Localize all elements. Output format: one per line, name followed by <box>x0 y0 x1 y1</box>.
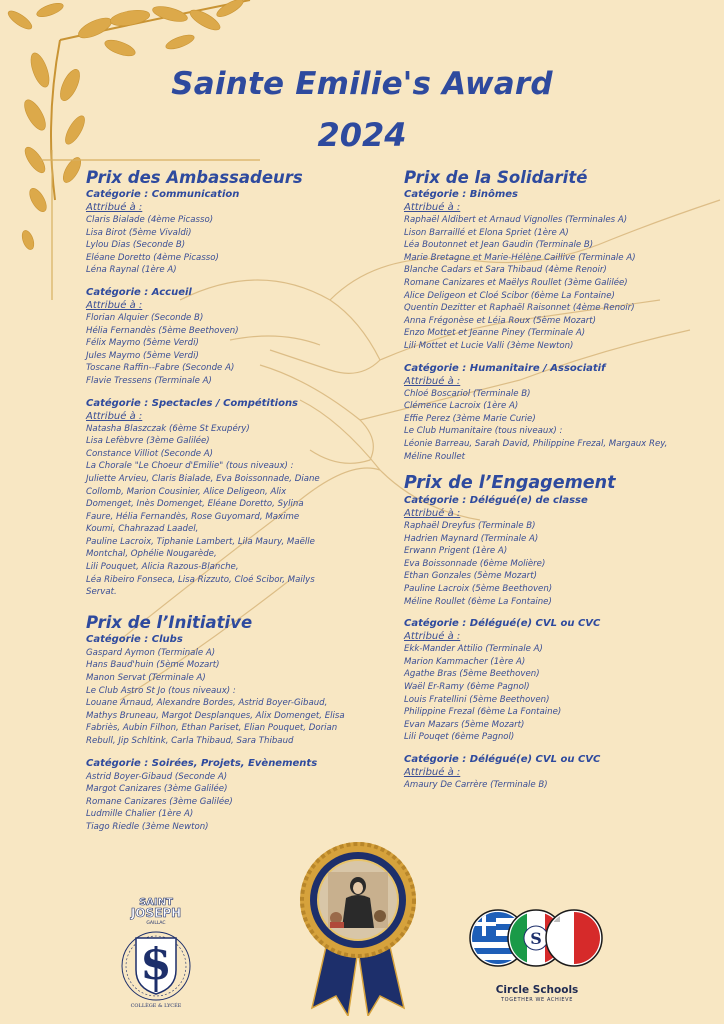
circle-schools-tagline: TOGETHER WE ACHIEVE <box>501 997 573 1003</box>
winner-line: Constance Villiot (Seconde A) <box>86 448 214 459</box>
winner-line: Chloé Boscariol (Terminale B) <box>404 388 531 399</box>
winner-line: Astrid Boyer-Gibaud (Seconde A) <box>86 771 228 782</box>
winner-line: Lili Pouqet (6ème Pagnol) <box>404 732 515 743</box>
winner-line: Lison Barraillé et Elona Spriet (1ère A) <box>404 227 569 238</box>
winner-line: Romane Canizares (3ème Galilée) <box>86 796 233 807</box>
winner-line: Ethan Gonzales (5ème Mozart) <box>404 571 537 582</box>
winner-line: Amaury De Carrère (Terminale B) <box>404 780 548 790</box>
category-title: Catégorie : Délégué(e) de classe <box>404 495 588 507</box>
winner-line: Lisa Lefèbvre (3ème Galilée) <box>86 436 210 447</box>
category-title: Catégorie : Soirées, Projets, Evènements <box>86 757 318 769</box>
category-title: Catégorie : Communication <box>86 189 240 200</box>
winner-line: Margot Canizares (3ème Galilée) <box>86 784 228 795</box>
winner-line: Alice Deligeon et Cloé Scibor (6ème La Fontaine) <box>404 290 615 301</box>
category-block <box>404 618 716 744</box>
category-title: Catégorie : Spectacles / Compétitions <box>86 397 299 409</box>
logo-text-ring: COLLÈGE & LYCÉE <box>130 1003 182 1009</box>
winner-line: Hans Baud'huin (5ème Mozart) <box>86 660 220 671</box>
winner-line: Ludmille Chalier (1ère A) <box>86 809 194 820</box>
winner-line: Natasha Blaszczak (6ème St Exupéry) <box>86 423 250 434</box>
winner-line: Méline Roullet (6ème La Fontaine) <box>404 596 552 607</box>
winner-line: Juliette Arvieu, Claris Bialade, Eva Boissonnade, Diane <box>86 473 320 484</box>
winner-line: Evan Mazars (5ème Mozart) <box>404 719 525 730</box>
winner-line: Louis Fratellini (5ème Beethoven) <box>404 694 550 705</box>
winner-line: Le Club Humanitaire (tous niveaux) : <box>404 426 563 437</box>
category-block <box>86 758 386 834</box>
logo-text-joseph: JOSEPH <box>130 906 182 920</box>
winner-line: Enzo Mottet et Jeanne Piney (Terminale A) <box>404 328 586 339</box>
category-block <box>86 287 386 388</box>
page-title: Sainte Emilie's Award <box>171 66 553 102</box>
category-block <box>404 495 716 608</box>
winner-line: Eléane Doretto (4ème Picasso) <box>86 252 219 263</box>
attributed-label: Attribué à : <box>404 202 461 213</box>
attributed-label: Attribué à : <box>86 202 143 213</box>
winner-line: Pauline Lacroix (5ème Beethoven) <box>404 584 553 595</box>
winner-line: Agathe Bras (5ème Beethoven) <box>404 669 540 680</box>
category-block <box>86 189 386 277</box>
winner-line: Manon Servat (Terminale A) <box>86 673 206 684</box>
malta-flag-circle <box>546 910 602 966</box>
winner-line: Anna Frégonèse et Léia Roux (5ème Mozart) <box>404 315 597 326</box>
winner-line: Léa Boutonnet et Jean Gaudin (Terminale B) <box>404 240 594 251</box>
logo-text-saint: SAINT <box>139 897 173 908</box>
category-title: Catégorie : Clubs <box>86 633 183 645</box>
winner-line: Félix Maymo (5ème Verdi) <box>86 338 199 349</box>
prize-title: Prix de l’Engagement <box>404 473 616 494</box>
winner-line: Raphaël Aldibert et Arnaud Vignolles (Terminales A) <box>404 215 628 225</box>
winner-line: Ekk-Mander Attilio (Terminale A) <box>404 644 543 655</box>
category-block <box>404 363 716 464</box>
category-title: Catégorie : Humanitaire / Associatif <box>404 362 606 374</box>
attributed-label: Attribué à : <box>404 508 461 520</box>
winner-line: Pauline Lacroix, Tiphanie Lambert, Lila Maury, Maëlle <box>86 536 315 547</box>
winner-line: Quentin Dezitter et Raphaël Raisonnet (4ème Renoir) <box>404 303 635 314</box>
attributed-label: Attribué à : <box>404 375 461 387</box>
winner-line: Méline Roullet <box>404 451 466 462</box>
winner-line: Hadrien Maynard (Terminale A) <box>404 533 539 544</box>
page-year: 2024 <box>317 116 407 154</box>
winner-line: Fabriès, Aubin Filhon, Ethan Pariset, Elian Pouquet, Dorian <box>86 723 338 734</box>
svg-text:S: S <box>141 942 171 989</box>
winner-line: Faure, Hélia Fernandès, Rose Guyomard, Maxime <box>86 511 300 522</box>
winner-line: Marion Kammacher (1ère A) <box>404 656 526 667</box>
winner-line: Collomb, Marion Cousinier, Alice Deligeon, Alix <box>86 486 287 497</box>
category-block <box>404 189 716 353</box>
winner-line: Le Club Astro St Jo (tous niveaux) : <box>86 685 236 696</box>
attributed-label: Attribué à : <box>86 299 143 311</box>
attributed-label: Attribué à : <box>404 631 461 643</box>
svg-text:S: S <box>530 929 542 948</box>
winner-line: Domenget, Inès Domenget, Eléane Doretto, Sylina <box>86 499 304 510</box>
winner-line: Philippine Frezal (6ème La Fontaine) <box>404 707 562 718</box>
prize-title: Prix de la Solidarité <box>404 168 588 187</box>
winner-line: Lisa Birot (5ème Vivaldi) <box>86 227 192 238</box>
category-block <box>404 754 716 792</box>
winner-line: Jules Maymo (5ème Verdi) <box>86 350 199 361</box>
saint-joseph-logo <box>108 894 204 1010</box>
logo-text-city: GAILLAC <box>146 921 166 926</box>
right-column <box>404 168 716 802</box>
winner-line: La Chorale "Le Choeur d'Emilie" (tous niveaux) : <box>86 461 294 472</box>
winner-line: Claris Bialade (4ème Picasso) <box>86 215 214 225</box>
prize-title: Prix de l’Initiative <box>86 612 253 632</box>
attributed-label: Attribué à : <box>86 410 143 422</box>
winner-line: Lili Pouquet, Alicia Razous-Blanche, <box>86 562 239 573</box>
winner-line: Léonie Barreau, Sarah David, Philippine Frezal, Margaux Rey, <box>404 438 668 449</box>
winner-line: Gaspard Aymon (Terminale A) <box>86 647 216 658</box>
winner-line: Clémence Lacroix (1ère A) <box>404 401 519 412</box>
category-title: Catégorie : Binômes <box>404 189 518 200</box>
winner-line: Eva Boissonnade (6ème Molière) <box>404 558 546 569</box>
winner-line: Tiago Riedle (3ème Newton) <box>86 821 209 832</box>
winner-line: Erwann Prigent (1ère A) <box>404 546 508 557</box>
left-column <box>86 168 386 844</box>
winner-line: Rebull, Jip Schltink, Carla Thibaud, Sara Thibaud <box>86 736 294 746</box>
winner-line: Marie Bretagne et Marie-Hélène Caillive (Terminale A) <box>404 252 636 263</box>
category-block <box>86 634 386 748</box>
category-title: Catégorie : Accueil <box>86 286 192 298</box>
prize-title: Prix des Ambassadeurs <box>86 168 303 187</box>
winner-line: Blanche Cadars et Sara Thibaud (4ème Renoir) <box>404 265 607 276</box>
winner-line: Mathys Bruneau, Margot Desplanques, Alix Domenget, Elisa <box>86 710 345 721</box>
circle-schools-name: Circle Schools <box>495 984 579 996</box>
winner-line: Koumi, Chahrazad Laadel, <box>86 524 199 535</box>
winner-line: Toscane Raffin--Fabre (Seconde A) <box>86 363 235 374</box>
winner-line: Louane Arnaud, Alexandre Bordes, Astrid Boyer-Gibaud, <box>86 698 328 709</box>
award-medal-icon <box>298 838 418 1016</box>
category-title: Catégorie : Délégué(e) CVL ou CVC <box>404 618 601 630</box>
winner-line: Lylou Dias (Seconde B) <box>86 240 186 251</box>
winner-line: Waël Er-Ramy (6ème Pagnol) <box>404 682 530 693</box>
winner-line: Flavie Tressens (Terminale A) <box>86 375 212 386</box>
winner-line: Raphaël Dreyfus (Terminale B) <box>404 521 536 532</box>
category-block <box>86 398 386 599</box>
winner-line: Florian Alquier (Seconde B) <box>86 312 204 323</box>
winner-line: Lili Mottet et Lucie Valli (3ème Newton) <box>404 340 574 351</box>
winner-line: Léna Raynal (1ère A) <box>86 265 177 276</box>
winner-line: Effie Perez (3ème Marie Curie) <box>404 413 536 424</box>
attributed-label: Attribué à : <box>404 767 461 778</box>
winner-line: Montchal, Ophélie Nougarède, <box>86 549 217 560</box>
category-title: Catégorie : Délégué(e) CVL ou CVC <box>404 754 601 765</box>
winner-line: Romane Canizares et Maëlys Roullet (3ème Galilée) <box>404 277 628 288</box>
winner-line: Hélia Fernandès (5ème Beethoven) <box>86 325 239 336</box>
winner-line: Servat. <box>86 587 117 598</box>
winner-line: Léa Ribeiro Fonseca, Lisa Rizzuto, Cloé Scibor, Mailys <box>86 574 315 585</box>
